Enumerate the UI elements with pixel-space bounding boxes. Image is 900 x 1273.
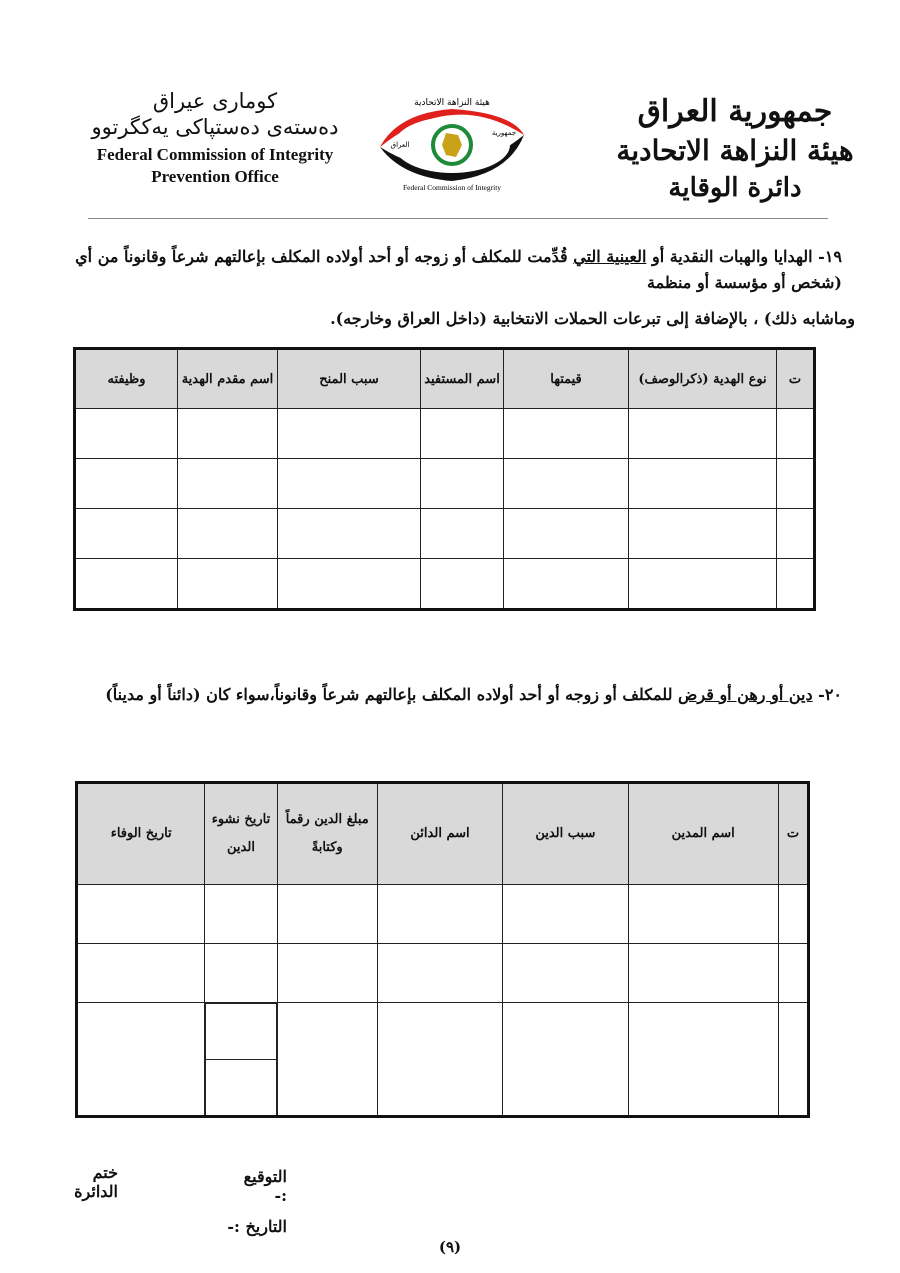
- header-kurdish-english-block: [70, 88, 360, 188]
- debts-table-header-row: [77, 783, 809, 885]
- col-header: تاريخ الوفاء: [77, 783, 205, 885]
- section20-number: ٢٠-: [818, 685, 842, 704]
- logo-left-text: العراق: [390, 141, 410, 149]
- table-cell[interactable]: [629, 559, 777, 610]
- table-cell[interactable]: [778, 1003, 808, 1117]
- debts-table: [75, 781, 810, 1118]
- table-row: [77, 1003, 809, 1117]
- col-header: ت: [777, 349, 815, 409]
- table-cell[interactable]: [205, 944, 277, 1003]
- table-cell[interactable]: [777, 559, 815, 610]
- header-arabic-block: [610, 92, 860, 206]
- table-cell[interactable]: [278, 459, 421, 509]
- table-cell[interactable]: [75, 559, 178, 610]
- header-arabic-line3: دائرة الوقاية: [668, 173, 802, 203]
- table-cell[interactable]: [206, 1060, 276, 1116]
- table-cell[interactable]: [277, 1003, 377, 1117]
- table-cell-split: [205, 1003, 277, 1117]
- signature-label: التوقيع :-: [243, 1167, 287, 1205]
- col-header: وظيفته: [75, 349, 178, 409]
- col-header: مبلغ الدين رقماً وكتابةً: [277, 783, 377, 885]
- section19-heading: [42, 244, 842, 296]
- table-cell[interactable]: [377, 885, 502, 944]
- table-cell[interactable]: [777, 509, 815, 559]
- table-cell[interactable]: [629, 509, 777, 559]
- header-english-line1: Federal Commission of Integrity: [96, 145, 334, 164]
- table-row: [75, 559, 815, 610]
- section20-heading: [42, 682, 842, 708]
- table-cell[interactable]: [629, 409, 777, 459]
- section20-text-underlined: دين أو رهن أو قرض: [678, 685, 813, 704]
- table-row: [75, 459, 815, 509]
- table-cell[interactable]: [75, 459, 178, 509]
- col-header: ت: [778, 783, 808, 885]
- header-english-line2: Prevention Office: [151, 167, 279, 186]
- table-cell[interactable]: [178, 459, 278, 509]
- table-cell[interactable]: [628, 944, 778, 1003]
- table-cell[interactable]: [503, 1003, 628, 1117]
- table-cell[interactable]: [278, 559, 421, 610]
- table-cell[interactable]: [421, 509, 504, 559]
- table-row: [75, 409, 815, 459]
- table-cell[interactable]: [77, 885, 205, 944]
- table-cell[interactable]: [629, 459, 777, 509]
- table-cell[interactable]: [777, 459, 815, 509]
- table-cell[interactable]: [503, 944, 628, 1003]
- table-cell[interactable]: [504, 509, 629, 559]
- col-header: سبب الدين: [503, 783, 628, 885]
- table-cell[interactable]: [628, 1003, 778, 1117]
- table-cell[interactable]: [277, 885, 377, 944]
- table-cell[interactable]: [178, 409, 278, 459]
- table-cell[interactable]: [205, 885, 277, 944]
- table-cell[interactable]: [421, 559, 504, 610]
- table-cell[interactable]: [628, 885, 778, 944]
- section19-text-underlined: العينية التي: [573, 247, 647, 266]
- section19-line2: وماشابه ذلك) ، بالإضافة إلى تبرعات الحملات الانتخابية (داخل العراق وخارجه).: [330, 309, 855, 328]
- gifts-table-header-row: [75, 349, 815, 409]
- col-header: اسم المستفيد: [421, 349, 504, 409]
- split-cell-table: [205, 1003, 276, 1115]
- table-cell[interactable]: [278, 409, 421, 459]
- header-divider: [88, 218, 828, 219]
- col-header: قيمتها: [504, 349, 629, 409]
- table-row: [77, 885, 809, 944]
- col-header: اسم مقدم الهدية: [178, 349, 278, 409]
- section20-text-rest: للمكلف أو زوجه أو أحد أولاده المكلف بإعالتهم شرعاً وقانوناً،سواء كان (دائناً أو مديناً): [105, 685, 673, 704]
- table-cell[interactable]: [778, 944, 808, 1003]
- table-row: [77, 944, 809, 1003]
- col-header: نوع الهدية (ذكرالوصف): [629, 349, 777, 409]
- header-arabic-line1: جمهورية العراق: [637, 94, 833, 129]
- header-kurdish-line2: دەستەی دەستپاکی یەکگرتوو: [91, 115, 339, 139]
- table-row: [75, 509, 815, 559]
- table-cell[interactable]: [77, 1003, 205, 1117]
- table-cell[interactable]: [278, 509, 421, 559]
- table-cell[interactable]: [778, 885, 808, 944]
- table-cell[interactable]: [421, 409, 504, 459]
- table-cell[interactable]: [377, 944, 502, 1003]
- header-arabic-line2: هيئة النزاهة الاتحادية: [616, 134, 854, 167]
- table-cell[interactable]: [277, 944, 377, 1003]
- col-header: تاريخ نشوء الدين: [205, 783, 277, 885]
- table-cell[interactable]: [504, 559, 629, 610]
- seal-label: ختم الدائرة: [74, 1163, 118, 1201]
- page-number: (٩): [438, 1238, 462, 1256]
- col-header: اسم المدين: [628, 783, 778, 885]
- table-cell[interactable]: [77, 944, 205, 1003]
- commission-logo-icon: [372, 95, 532, 195]
- table-cell[interactable]: [206, 1004, 276, 1060]
- table-cell[interactable]: [503, 885, 628, 944]
- header-kurdish-line1: کوماری عیراق: [152, 89, 278, 113]
- section19-number: ١٩-: [818, 247, 842, 266]
- date-label: التاريخ :-: [227, 1217, 287, 1236]
- logo-right-text: جمهورية: [491, 129, 517, 137]
- section19-text-b: قُدِّمت للمكلف أو زوجه أو أحد أولاده المكلف بإعالتهم شرعاً وقانوناً من أي (شخص أو مؤسسة أو منظمة: [75, 247, 842, 292]
- table-cell[interactable]: [421, 459, 504, 509]
- logo-bottom-text: Federal Commission of Integrity: [402, 183, 502, 192]
- table-cell[interactable]: [777, 409, 815, 459]
- table-cell[interactable]: [75, 509, 178, 559]
- table-cell[interactable]: [178, 509, 278, 559]
- table-cell[interactable]: [504, 459, 629, 509]
- section19-text-a: الهدايا والهبات النقدية أو: [651, 247, 813, 266]
- logo-top-text: هيئة النزاهة الاتحادية: [414, 98, 490, 108]
- col-header: اسم الدائن: [377, 783, 502, 885]
- gifts-table: [73, 347, 816, 611]
- table-cell[interactable]: [75, 409, 178, 459]
- table-cell[interactable]: [178, 559, 278, 610]
- table-cell[interactable]: [504, 409, 629, 459]
- col-header: سبب المنح: [278, 349, 421, 409]
- table-cell[interactable]: [377, 1003, 502, 1117]
